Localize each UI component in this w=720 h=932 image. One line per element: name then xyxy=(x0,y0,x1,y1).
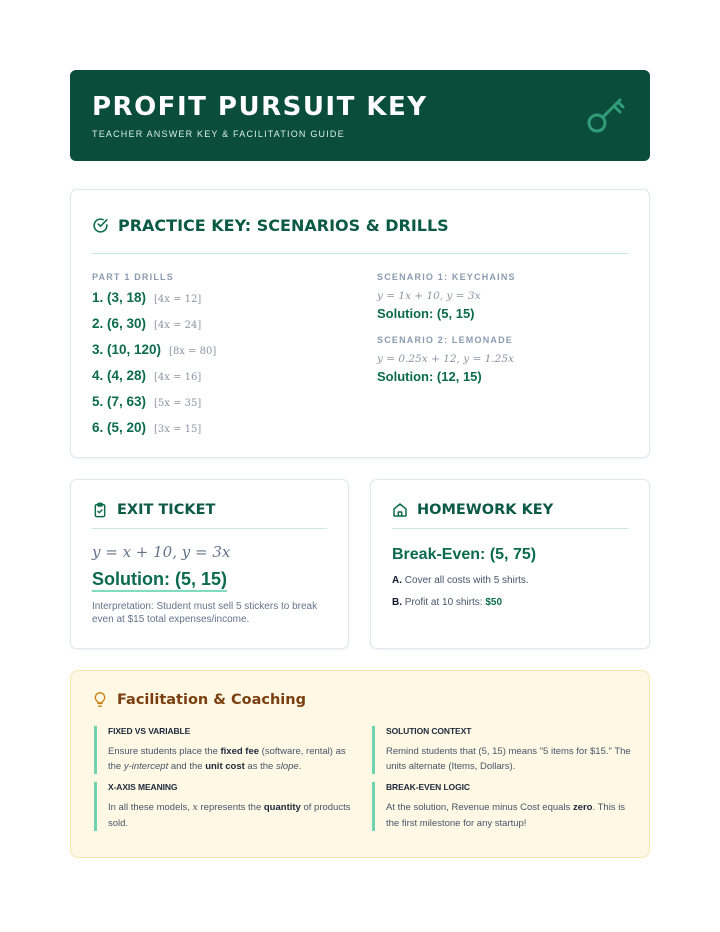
facilitation-heading xyxy=(92,691,628,708)
tip-text: . This is the first milestone for any startup! xyxy=(386,802,626,829)
scenario-label: SCENARIO 1: KEYCHAINS xyxy=(377,272,516,282)
drill-item xyxy=(92,290,377,308)
tip-text: as the xyxy=(244,761,276,773)
drill-item xyxy=(92,368,377,386)
tip-italic: y-intercept xyxy=(123,761,169,773)
tip-heading: SOLUTION CONTEXT xyxy=(386,726,472,736)
facilitation-card xyxy=(70,670,650,858)
tip-variable: x xyxy=(192,802,198,814)
drill-work: [4x = 16] xyxy=(154,372,202,383)
homework-answer-a xyxy=(392,575,628,586)
tip-text: Ensure students place the xyxy=(108,746,221,757)
check-circle-icon xyxy=(92,217,109,234)
drill-answer: 4. (4, 28) xyxy=(92,368,147,383)
homework-key-heading xyxy=(392,502,628,518)
answer-letter: B. xyxy=(392,597,402,608)
answer-text: Cover all costs with 5 shirts. xyxy=(404,575,529,586)
tip-text: At the solution, Revenue minus Cost equals xyxy=(386,802,573,814)
drills-column xyxy=(92,272,377,438)
drill-item xyxy=(92,394,377,412)
facilitation-title: Facilitation & Coaching xyxy=(117,691,306,708)
tip-text: . xyxy=(298,761,302,773)
tip-emphasis: quantity xyxy=(263,802,301,814)
drill-work: [4x = 12] xyxy=(154,294,202,305)
tip-text: (software, rental) as the xyxy=(108,746,346,773)
answer-text: Profit at 10 shirts: xyxy=(404,597,483,608)
tip-emphasis: fixed fee xyxy=(220,746,260,757)
scenario-solution: Solution: (12, 15) xyxy=(377,369,482,384)
tip-body xyxy=(108,744,356,774)
answer-value: $50 xyxy=(485,597,503,608)
tip-text: and the xyxy=(168,761,206,773)
scenario-keychains xyxy=(377,272,628,321)
divider xyxy=(92,528,327,529)
practice-key-card xyxy=(70,189,650,458)
exit-ticket-interpretation: Interpretation: Student must sell 5 stickers to break even at $15 total expenses/income. xyxy=(92,600,318,626)
homework-key-card xyxy=(370,479,650,649)
drill-item xyxy=(92,420,377,438)
exit-ticket-heading xyxy=(92,502,327,518)
tip-emphasis: unit cost xyxy=(205,761,245,773)
drill-work: [8x = 80] xyxy=(169,346,217,357)
tip-text: of products sold. xyxy=(108,802,351,829)
divider xyxy=(92,253,628,254)
drill-answer: 2. (6, 30) xyxy=(92,316,147,331)
homework-answer-b xyxy=(392,597,628,608)
clipboard-check-icon xyxy=(92,502,108,518)
tip-heading: X-AXIS MEANING xyxy=(108,782,178,793)
tip-body: Remind students that (5, 15) means "5 items for $15." The units alternate (Items, Dollars). xyxy=(386,746,631,773)
tip-solution-context xyxy=(372,726,634,774)
divider xyxy=(392,528,628,529)
drill-answer: 3. (10, 120) xyxy=(92,342,162,357)
homework-key-title: HOMEWORK KEY xyxy=(417,502,554,518)
tip-text: In all these models, xyxy=(108,802,193,814)
tip-heading: BREAK-EVEN LOGIC xyxy=(386,782,470,793)
exit-ticket-card xyxy=(70,479,349,649)
drill-work: [3x = 15] xyxy=(154,424,202,435)
home-icon xyxy=(392,502,408,518)
scenarios-column xyxy=(377,272,628,438)
drills-label: PART 1 DRILLS xyxy=(92,272,174,282)
tip-text: represents the xyxy=(197,802,264,814)
exit-ticket-title: EXIT TICKET xyxy=(117,502,216,518)
scenario-label: SCENARIO 2: LEMONADE xyxy=(377,335,514,345)
drill-answer: 6. (5, 20) xyxy=(92,420,147,435)
page-title: PROFIT PURSUIT KEY xyxy=(92,92,428,122)
drill-answer: 5. (7, 63) xyxy=(92,394,147,409)
scenario-equations: y = 0.25x + 12, y = 1.25x xyxy=(377,353,514,365)
practice-key-title: PRACTICE KEY: SCENARIOS & DRILLS xyxy=(118,216,449,235)
tip-body xyxy=(108,800,356,830)
tip-break-even-logic xyxy=(372,782,634,830)
break-even-answer: Break-Even: (5, 75) xyxy=(392,546,537,563)
exit-ticket-equations: y = x + 10, y = 3x xyxy=(92,543,231,561)
tip-body xyxy=(386,800,634,830)
drill-answer: 1. (3, 18) xyxy=(92,290,147,305)
drill-work: [5x = 35] xyxy=(154,398,202,409)
tip-x-axis-meaning xyxy=(94,782,356,830)
lightbulb-icon xyxy=(92,691,108,708)
drill-item xyxy=(92,316,377,334)
tip-italic: slope xyxy=(275,761,299,773)
answer-letter: A. xyxy=(392,575,402,586)
practice-key-heading xyxy=(92,216,628,235)
scenario-equations: y = 1x + 10, y = 3x xyxy=(377,290,481,302)
scenario-solution: Solution: (5, 15) xyxy=(377,306,475,321)
exit-ticket-solution: Solution: (5, 15) xyxy=(92,569,227,592)
key-icon xyxy=(586,94,628,136)
scenario-lemonade xyxy=(377,335,628,384)
page-subtitle: TEACHER ANSWER KEY & FACILITATION GUIDE xyxy=(92,129,345,139)
header-banner xyxy=(70,70,650,161)
tip-fixed-vs-variable xyxy=(94,726,356,774)
tip-emphasis: zero xyxy=(572,802,593,814)
tip-heading: FIXED VS VARIABLE xyxy=(108,726,191,736)
drill-work: [4x = 24] xyxy=(154,320,202,331)
drill-item xyxy=(92,342,377,360)
